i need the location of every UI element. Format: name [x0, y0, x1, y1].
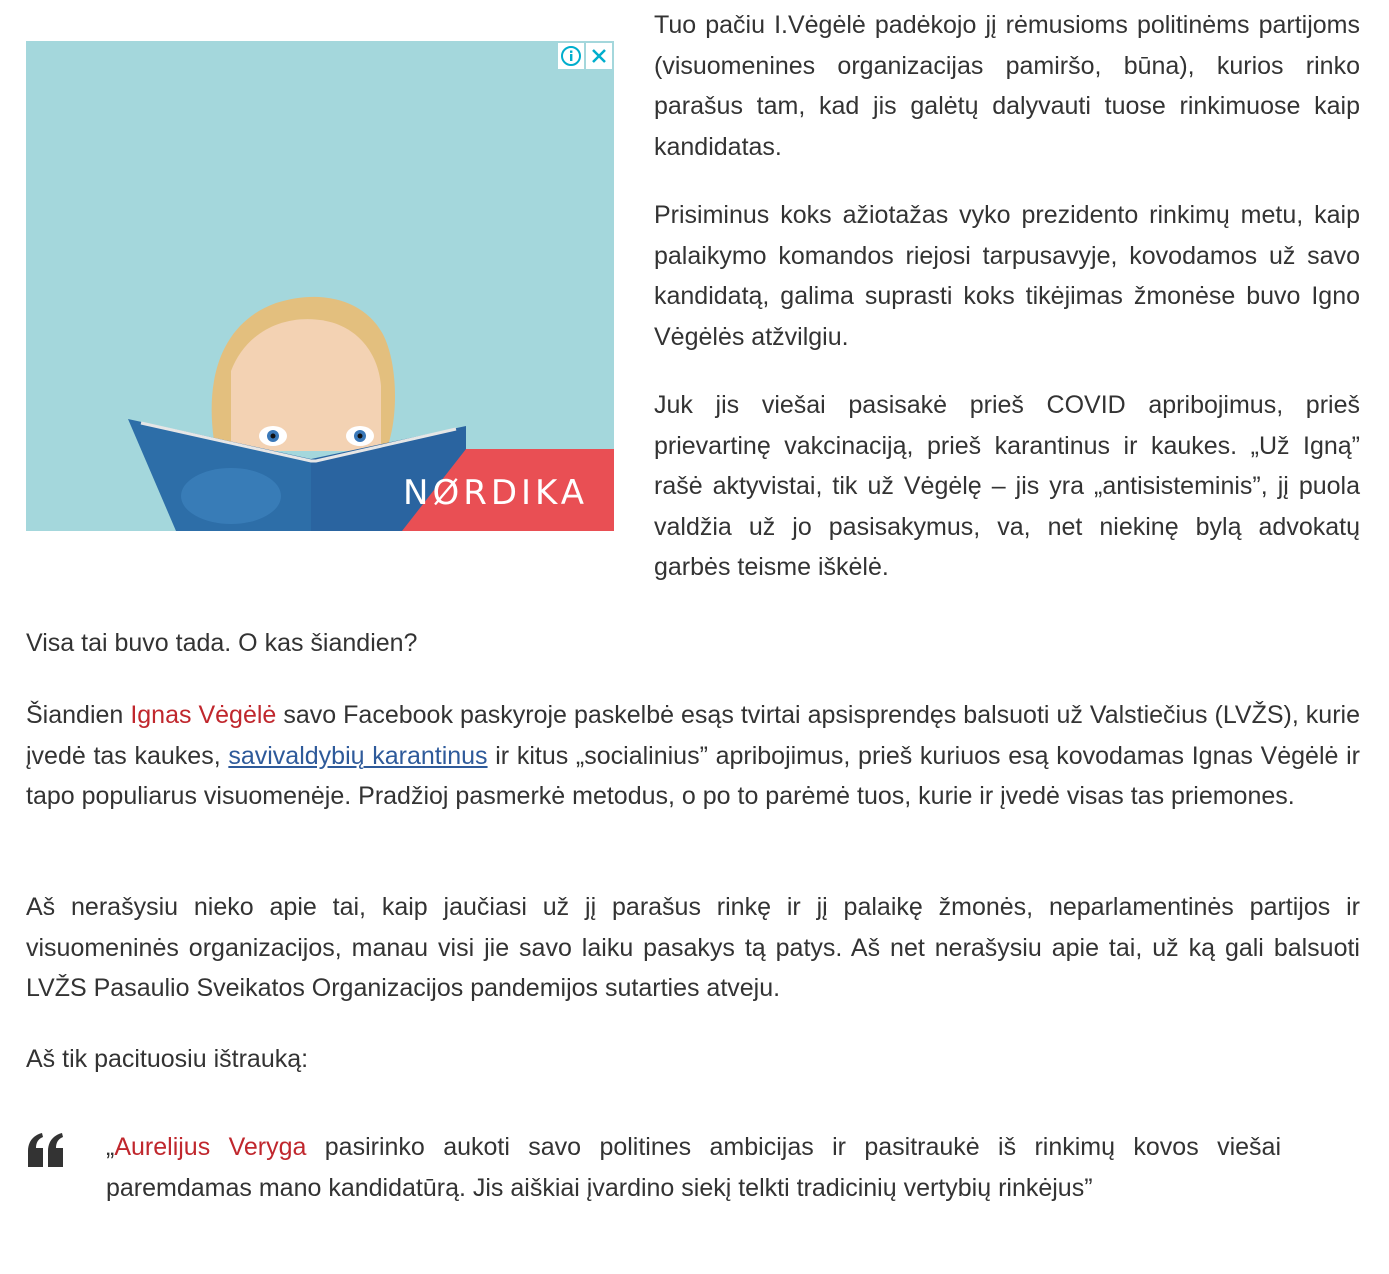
quote-mark-icon — [26, 1133, 66, 1167]
quarantine-link[interactable]: savivaldybių karantinus — [228, 741, 488, 770]
ad-controls — [558, 43, 612, 69]
person-link-veryga[interactable]: Aurelijus Veryga — [114, 1133, 307, 1161]
text-segment: Šiandien — [26, 701, 131, 729]
paragraph-2: Prisiminus koks ažiotažas vyko prezidento rinkimų metu, kaip palaikymo komandos riejosi tarpusavyje, kovodamos už savo kandidatą, galima suprasti koks tikėjimas žmonėse buvo Igno Vėgėlės atžvilgiu. — [654, 201, 1360, 351]
text-segment: ir kitus „socialinius” apribojimus, prieš kuriuos esą kovodamas Ignas Vėgėlė ir tapo populiarus visuomenėje. Pradžioj pasmerkė metodus, o po to parėmė tuos, kurie ir įvedė visas tas priemones. — [26, 741, 1360, 810]
paragraph-3: Juk jis viešai pasisakė prieš COVID apribojimus, prieš prievartinę vakcinaciją, prieš karantinus ir kaukes. „Už Igną” rašė aktyvistai, tik už Vėgėlę – jis yra „antisisteminis”, jį puola valdžia už jo pasisakymus, va, net niekinę bylą advokatų garbės teisme iškėlė. — [654, 391, 1360, 581]
paragraph-1: Tuo pačiu I.Vėgėlė padėkojo jį rėmusioms politinėms partijoms (visuomenines organizacijas pamiršo, būna), kurios rinko parašus tam, kad jis galėtų dalyvauti tuose rinkimuose kaip kandidatas. — [654, 11, 1360, 161]
quote-text — [106, 1127, 1281, 1208]
paragraph-6: Aš nerašysiu nieko apie tai, kaip jaučiasi už jį parašus rinkę ir jį palaikę žmonės, neparlamentinės partijos ir visuomeninės organizacijos, manau visi jie savo laiku pasakys tą patys. Aš net nerašysiu apie tai, už ką gali balsuoti LVŽS Pasaulio Sveikatos Organizacijos pandemijos sutarties atveju. — [26, 893, 1360, 1002]
paragraph-7: Aš tik pacituosiu ištrauką: — [26, 1045, 309, 1073]
ad-illustration — [26, 41, 614, 531]
paragraph-4: Visa tai buvo tada. O kas šiandien? — [26, 629, 418, 657]
info-icon[interactable] — [558, 43, 584, 69]
person-link-vegele[interactable]: Ignas Vėgėlė — [130, 701, 277, 729]
text-segment: savo Facebook paskyroje paskelbė esąs tvirtai apsisprendęs balsuoti už Valstiečius (LVŽS), kurie įvedė tas kaukes, — [26, 701, 1360, 770]
ad-brand-name: NØRDIKA — [403, 473, 588, 513]
quote-body: pasirinko aukoti savo politines ambicijas ir pasitraukė iš rinkimų kovos viešai paremdamas mano kandidatūrą. Jis aiškiai įvardino siekį telkti tradicinių vertybių rinkėjus” — [106, 1133, 1281, 1202]
quote-open-mark: „ — [106, 1133, 115, 1161]
right-column — [654, 5, 1360, 616]
paragraph-5 — [26, 695, 1360, 817]
advertisement-banner[interactable] — [26, 41, 614, 531]
close-icon[interactable] — [586, 43, 612, 69]
